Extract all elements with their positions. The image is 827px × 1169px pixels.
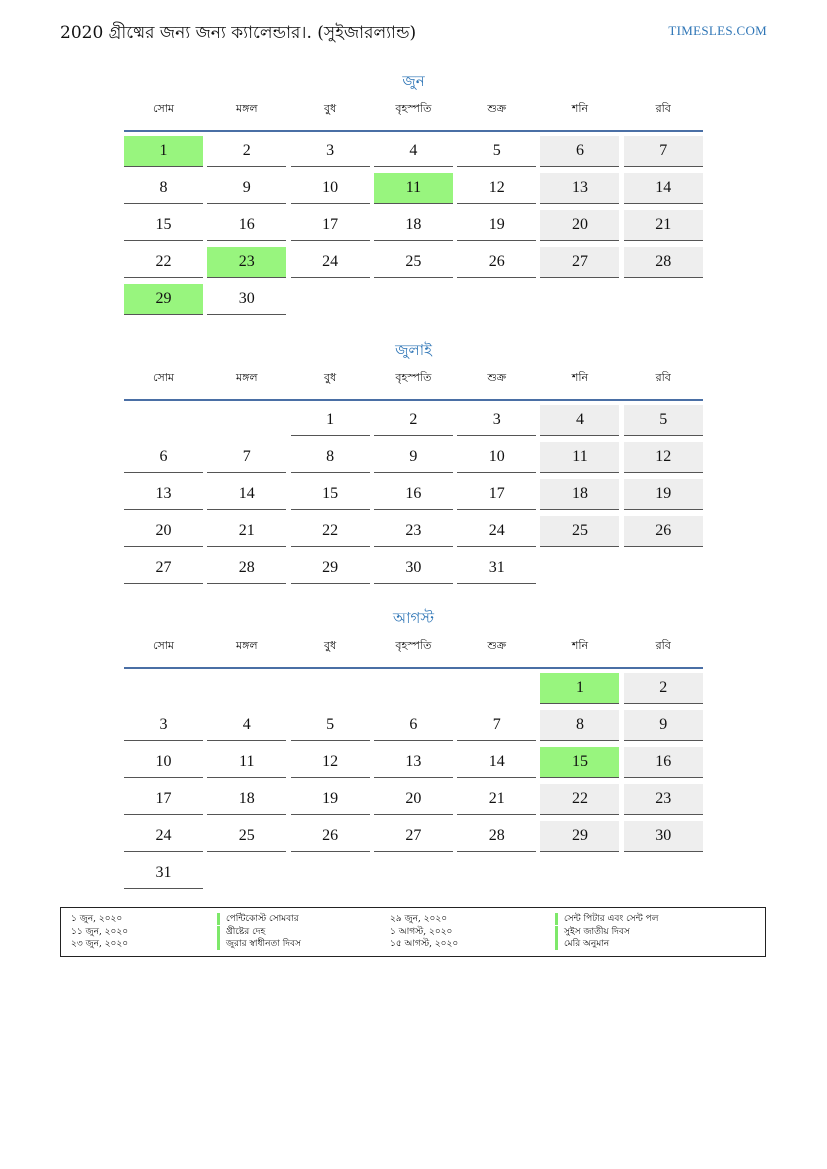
day-cell[interactable]: 5 [624,405,703,436]
weekday-label: শনি [571,370,589,384]
day-cell[interactable]: 2 [374,405,453,436]
weekday-label: সোম [152,101,175,115]
empty-cell [291,673,370,703]
weekday-label: বুধ [323,101,337,115]
month-calendar [124,605,703,889]
header-divider [124,130,703,132]
day-cell[interactable]: 10 [124,747,203,778]
legend-holiday-name: সুইস জাতীয় দিবস [555,926,630,938]
day-cell[interactable]: 8 [124,173,203,204]
day-cell[interactable]: 5 [291,710,370,741]
weekday-label: বৃহস্পতি [395,370,432,384]
weekday-label: রবি [655,638,671,652]
empty-cell [124,405,203,435]
site-link[interactable]: TIMESLES.COM [668,23,767,38]
day-cell[interactable]: 26 [457,247,536,278]
day-cell[interactable]: 21 [207,516,286,547]
day-cell[interactable]: 15 [291,479,370,510]
day-cell[interactable]: 13 [374,747,453,778]
day-cell[interactable]: 28 [207,553,286,584]
day-cell[interactable]: 31 [124,858,203,889]
day-cell[interactable]: 20 [374,784,453,815]
weekday-label: মঙ্গল [235,101,258,115]
legend-date: ১৫ আগস্ট, ২০২০ [390,939,459,949]
legend-holiday-name: মেরি অনুমান [555,938,609,950]
weekday-label: শুক্র [487,370,507,384]
month-calendar [124,337,703,584]
weekday-label: রবি [655,101,671,115]
day-cell[interactable]: 17 [124,784,203,815]
day-cell[interactable]: 8 [291,442,370,473]
legend-holiday-name: জুরার স্বাধীনতা দিবস [217,938,301,950]
weekday-label: শনি [571,638,589,652]
page-title: 2020 গ্রীষ্মের জন্য জন্য ক্যালেন্ডার।. (সুইজারল্যান্ড) [60,23,417,43]
day-cell[interactable]: 26 [291,821,370,852]
day-cell[interactable]: 27 [540,247,619,278]
day-cell[interactable]: 25 [540,516,619,547]
weekday-header [124,94,703,124]
day-cell[interactable]: 20 [124,516,203,547]
day-cell[interactable]: 4 [540,405,619,436]
day-cell[interactable]: 13 [540,173,619,204]
empty-cell [457,673,536,703]
day-cell[interactable]: 26 [624,516,703,547]
day-cell[interactable]: 24 [457,516,536,547]
day-cell[interactable]: 6 [374,710,453,741]
day-cell[interactable]: 8 [540,710,619,741]
day-cell[interactable]: 3 [291,136,370,167]
day-cell[interactable]: 22 [291,516,370,547]
day-cell[interactable]: 29 [291,553,370,584]
day-cell[interactable]: 31 [457,553,536,584]
day-grid [124,673,703,889]
weekday-label: বুধ [323,638,337,652]
holiday-day-cell[interactable]: 29 [124,284,203,315]
weekday-label: শনি [571,101,589,115]
weekday-label: সোম [152,638,175,652]
header-divider [124,667,703,669]
day-cell[interactable]: 15 [124,210,203,241]
day-cell[interactable]: 23 [374,516,453,547]
header-divider [124,399,703,401]
month-name: জুলাই [395,341,432,359]
holiday-day-cell[interactable]: 1 [124,136,203,167]
weekday-label: রবি [655,370,671,384]
day-cell[interactable]: 3 [124,710,203,741]
day-cell[interactable]: 7 [624,136,703,167]
weekday-label: শুক্র [487,101,507,115]
day-cell[interactable]: 10 [457,442,536,473]
day-cell[interactable]: 30 [624,821,703,852]
day-cell[interactable]: 30 [207,284,286,315]
day-cell[interactable]: 24 [291,247,370,278]
day-cell[interactable]: 2 [624,673,703,704]
weekday-header [124,363,703,393]
day-cell[interactable]: 12 [457,173,536,204]
month-name: আগস্ট [393,609,434,627]
day-cell[interactable]: 7 [457,710,536,741]
legend-holiday-name: পেন্টিকোস্ট সোমবার [217,913,299,925]
day-cell[interactable]: 6 [124,442,203,473]
day-cell[interactable]: 9 [374,442,453,473]
weekday-label: বৃহস্পতি [395,101,432,115]
empty-cell [374,673,453,703]
legend-date: ১ আগস্ট, ২০২০ [390,926,453,937]
day-cell[interactable]: 25 [374,247,453,278]
day-cell[interactable]: 1 [291,405,370,436]
weekday-label: মঙ্গল [235,370,258,384]
day-cell[interactable]: 19 [457,210,536,241]
empty-cell [124,673,203,703]
holiday-legend [60,907,766,957]
day-cell[interactable]: 17 [291,210,370,241]
weekday-label: শুক্র [487,638,507,652]
day-cell[interactable]: 12 [624,442,703,473]
holiday-day-cell[interactable]: 23 [207,247,286,278]
empty-cell [207,673,286,703]
day-cell[interactable]: 7 [207,442,286,473]
legend-holiday-name: সেন্ট পিটার এবং সেন্ট পল [555,913,659,925]
day-cell[interactable]: 24 [124,821,203,852]
day-cell[interactable]: 19 [624,479,703,510]
legend-date: ১ জুন, ২০২০ [71,914,123,924]
day-cell[interactable]: 29 [540,821,619,852]
legend-date: ১১ জুন, ২০২০ [71,926,129,937]
day-cell[interactable]: 23 [624,784,703,815]
month-name: জুন [402,72,425,90]
day-cell[interactable]: 6 [540,136,619,167]
holiday-day-cell[interactable]: 15 [540,747,619,778]
day-cell[interactable]: 16 [207,210,286,241]
day-cell[interactable]: 14 [624,173,703,204]
day-cell[interactable]: 18 [207,784,286,815]
day-cell[interactable]: 10 [291,173,370,204]
day-cell[interactable]: 5 [457,136,536,167]
day-cell[interactable]: 21 [624,210,703,241]
day-grid [124,405,703,584]
day-cell[interactable]: 30 [374,553,453,584]
day-cell[interactable]: 25 [207,821,286,852]
day-cell[interactable]: 18 [540,479,619,510]
weekday-label: বৃহস্পতি [395,638,432,652]
day-cell[interactable]: 22 [540,784,619,815]
weekday-label: সোম [152,370,175,384]
day-cell[interactable]: 18 [374,210,453,241]
day-cell[interactable]: 19 [291,784,370,815]
holiday-day-cell[interactable]: 11 [374,173,453,204]
weekday-label: মঙ্গল [235,638,258,652]
day-cell[interactable]: 21 [457,784,536,815]
day-cell[interactable]: 13 [124,479,203,510]
day-cell[interactable]: 22 [124,247,203,278]
day-cell[interactable]: 17 [457,479,536,510]
weekday-header [124,631,703,661]
day-cell[interactable]: 3 [457,405,536,436]
day-cell[interactable]: 27 [374,821,453,852]
weekday-label: বুধ [323,370,337,384]
day-cell[interactable]: 14 [207,479,286,510]
day-cell[interactable]: 4 [374,136,453,167]
day-cell[interactable]: 11 [540,442,619,473]
legend-date: ২৯ জুন, ২০২০ [390,914,448,924]
day-grid [124,136,703,315]
holiday-day-cell[interactable]: 1 [540,673,619,704]
day-cell[interactable]: 12 [291,747,370,778]
day-cell[interactable]: 14 [457,747,536,778]
day-cell[interactable]: 27 [124,553,203,584]
day-cell[interactable]: 11 [207,747,286,778]
day-cell[interactable]: 20 [540,210,619,241]
legend-holiday-name: খ্রীষ্টের দেহ [217,926,265,938]
day-cell[interactable]: 2 [207,136,286,167]
day-cell[interactable]: 9 [207,173,286,204]
day-cell[interactable]: 28 [624,247,703,278]
legend-date: ২৩ জুন, ২০২০ [71,939,129,949]
day-cell[interactable]: 9 [624,710,703,741]
month-calendar [124,68,703,315]
day-cell[interactable]: 16 [374,479,453,510]
day-cell[interactable]: 4 [207,710,286,741]
day-cell[interactable]: 28 [457,821,536,852]
day-cell[interactable]: 16 [624,747,703,778]
empty-cell [207,405,286,435]
